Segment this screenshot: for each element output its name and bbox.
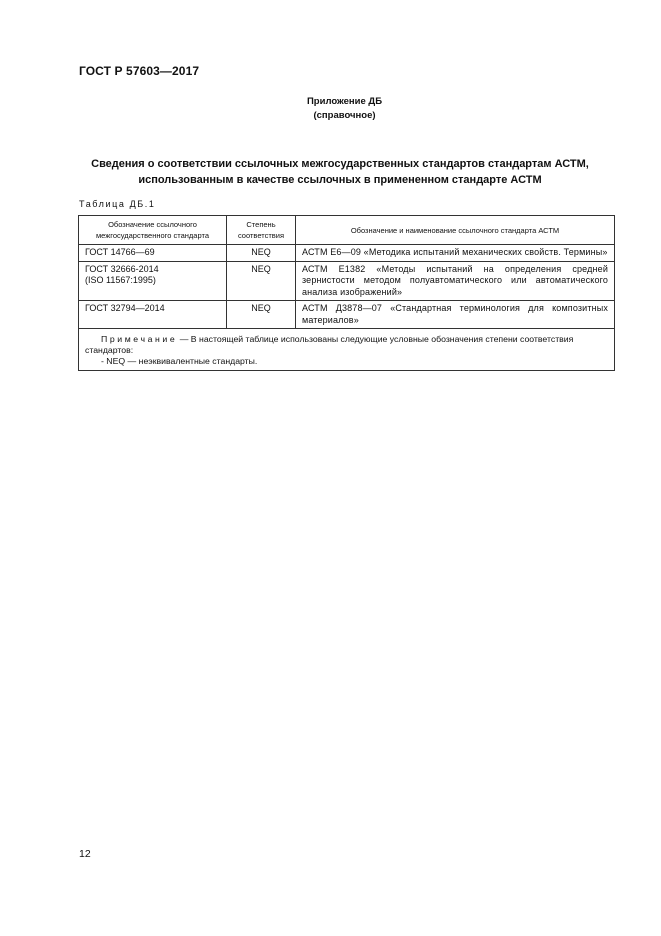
table-note-row bbox=[79, 329, 615, 371]
standard-code: ГОСТ 32666-2014 bbox=[85, 263, 159, 274]
appendix-subtitle: (справочное) bbox=[313, 110, 376, 121]
standard-code: ГОСТ 14766—69 bbox=[85, 247, 155, 257]
standard-cell bbox=[79, 261, 227, 301]
document-code: ГОСТ Р 57603—2017 bbox=[79, 64, 200, 78]
header-text: межгосударственного стандарта bbox=[96, 231, 209, 240]
table-note bbox=[79, 329, 615, 371]
table-label: Таблица ДБ.1 bbox=[79, 199, 156, 209]
section-title-line-2: использованным в качестве ссылочных в примененном стандарте АСТМ bbox=[138, 174, 542, 186]
page-number: 12 bbox=[79, 848, 91, 860]
note-body: — В настоящей таблице использованы следующие условные обозначения степени соответствия стандартов: bbox=[85, 334, 574, 355]
header-cell bbox=[296, 216, 615, 245]
header-text: соответствия bbox=[237, 231, 285, 240]
note-text bbox=[85, 334, 606, 356]
degree-cell: NEQ bbox=[227, 301, 296, 329]
astm-cell: АСТМ Е6—09 «Методика испытаний механических свойств. Термины» bbox=[296, 245, 615, 262]
section-title-line-1: Сведения о соответствии ссылочных межгосударственных стандартов стандартам АСТМ, bbox=[91, 158, 589, 170]
standard-cell bbox=[79, 301, 227, 329]
appendix-heading bbox=[0, 95, 661, 123]
astm-cell: АСТМ Д3878—07 «Стандартная терминология для композитных материалов» bbox=[296, 301, 615, 329]
note-item: - NEQ — неэквивалентные стандарты. bbox=[101, 356, 258, 366]
standard-code: ГОСТ 32794—2014 bbox=[85, 303, 165, 313]
degree-cell: NEQ bbox=[227, 245, 296, 262]
header-text: Обозначение и наименование ссылочного стандарта АСТМ bbox=[350, 225, 560, 235]
note-heading: Примечание bbox=[101, 334, 178, 344]
table-header-row bbox=[79, 216, 615, 245]
section-title bbox=[70, 156, 610, 188]
table-row bbox=[79, 245, 615, 262]
table-row bbox=[79, 301, 615, 329]
header-cell bbox=[227, 216, 296, 245]
appendix-title: Приложение ДБ bbox=[306, 96, 383, 107]
degree-cell: NEQ bbox=[227, 261, 296, 301]
header-cell bbox=[79, 216, 227, 245]
reference-table bbox=[78, 215, 615, 371]
header-text: Степень bbox=[246, 220, 276, 229]
table-row bbox=[79, 261, 615, 301]
header-text: Обозначение ссылочного bbox=[108, 220, 197, 229]
astm-cell: АСТМ Е1382 «Методы испытаний на определения средней зернистости методом полуавтоматического или автоматического анализа изображений» bbox=[296, 261, 615, 301]
standard-cell bbox=[79, 245, 227, 262]
standard-code: (ISO 11567:1995) bbox=[85, 275, 156, 285]
